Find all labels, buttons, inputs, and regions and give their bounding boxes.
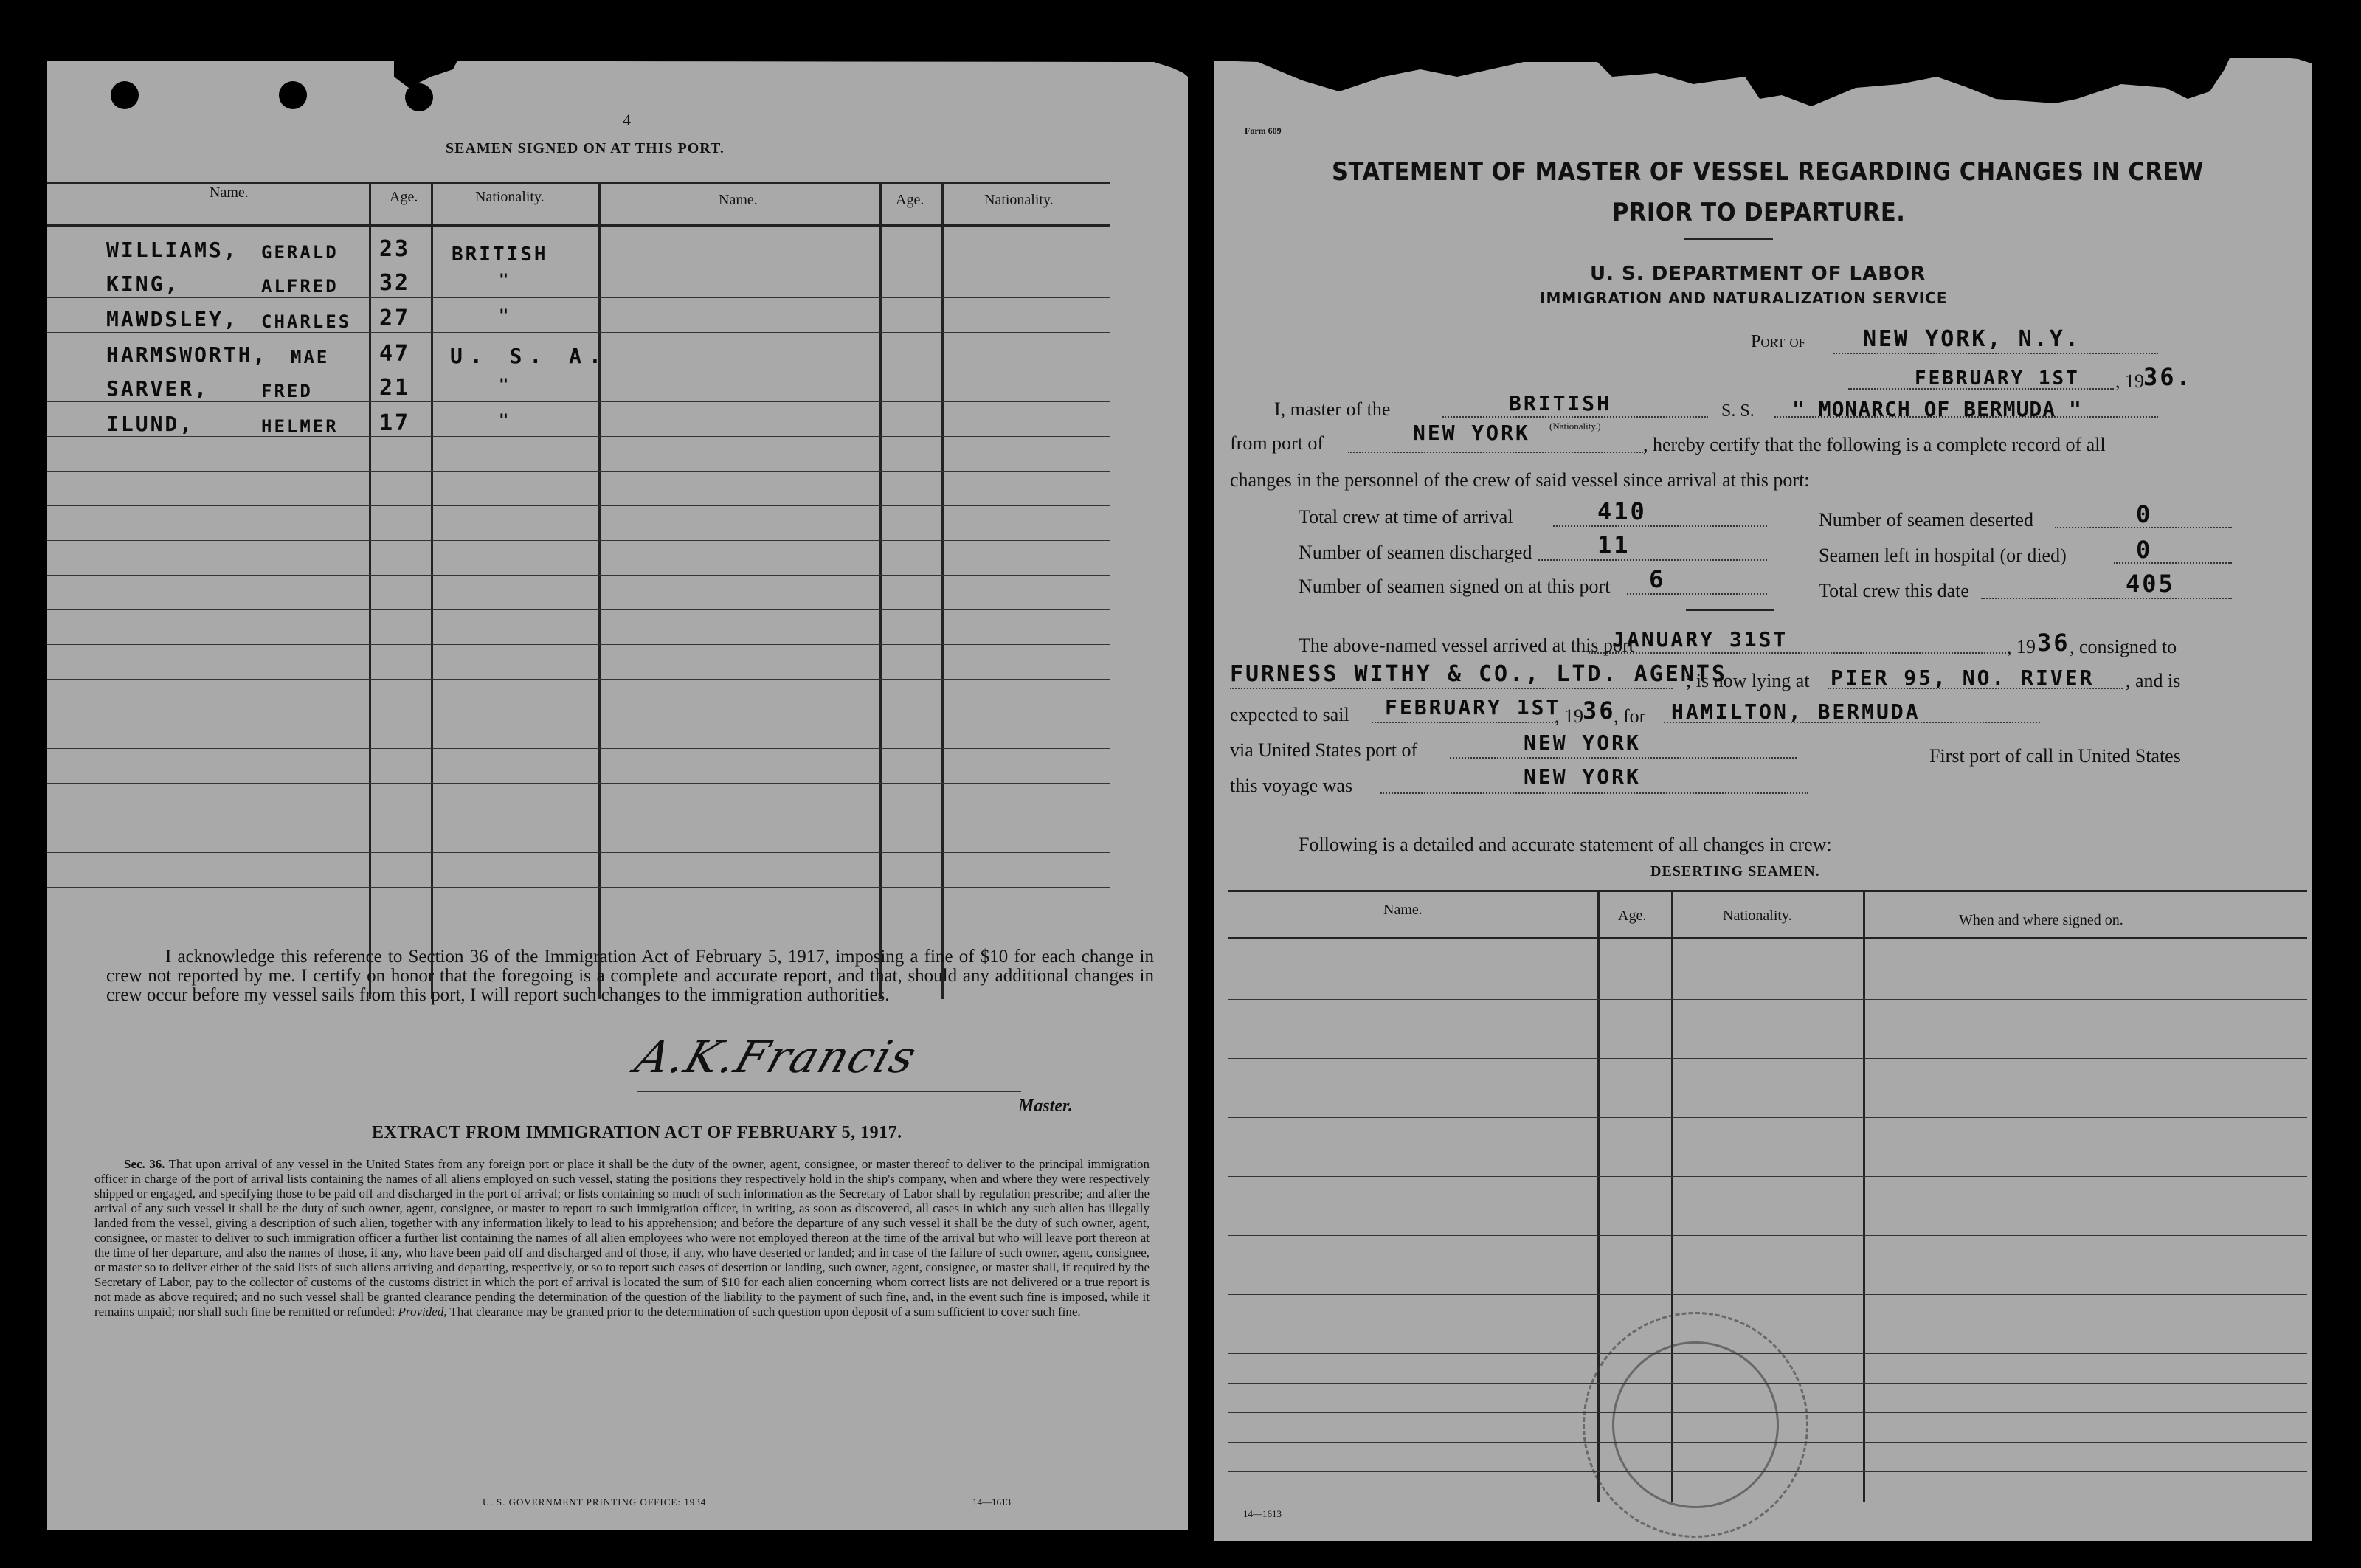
form-label: Form 609 xyxy=(1245,125,1282,136)
age: 21 xyxy=(379,375,411,401)
deserted: 0 xyxy=(2136,500,2153,528)
deserting-title: DESERTING SEAMEN. xyxy=(1650,863,1820,880)
ruled-line xyxy=(47,436,1110,437)
ruled-line xyxy=(47,609,1110,610)
receipt-stamp-inner xyxy=(1612,1341,1779,1508)
master-of-label: I, master of the xyxy=(1274,398,1391,420)
nationality: BRITISH xyxy=(452,244,548,266)
col-age-2: Age. xyxy=(896,192,924,208)
ruled-line xyxy=(1228,1235,2307,1236)
punch-hole xyxy=(279,81,307,109)
age: 32 xyxy=(379,270,411,296)
ruled-line xyxy=(47,852,1110,853)
form-title-line1: STATEMENT OF MASTER OF VESSEL REGARDING CHANGES IN CREW xyxy=(1332,157,2204,187)
torn-edge xyxy=(1214,55,2312,136)
desert-col-age: Age. xyxy=(1618,908,1647,924)
ruled-line xyxy=(1228,1294,2307,1295)
age: 17 xyxy=(379,410,411,436)
following-label: Following is a detailed and accurate statement of all changes in crew: xyxy=(1299,834,1832,855)
surname: WILLIAMS, xyxy=(106,238,238,262)
ruled-line xyxy=(47,748,1110,749)
arrived-label: The above-named vessel arrived at this port xyxy=(1299,635,1634,656)
via-value: NEW YORK xyxy=(1524,731,1641,755)
lying-label: ; is now lying at xyxy=(1686,670,1810,691)
ruled-line xyxy=(47,783,1110,784)
hospital-label: Seamen left in hospital (or died) xyxy=(1819,545,2067,566)
discharged: 11 xyxy=(1597,531,1631,559)
sail-year: 36 xyxy=(1583,697,1616,725)
extract-text: Sec. 36. That upon arrival of any vessel in the United States from any foreign port or place it shall be the duty of the owner, agent, consignee, or master thereof to deliver to the principal immigration officer in charge of the port of arrival lists containing the names of all aliens employed on such vessel, stating the positions they respectively hold in the ship's company, when and where they were respectively shipped or engaged, and specifying those to be paid off and discharged in the port of arrival; or lists containing so much of such information as the Secretary of Labor shall by regulation prescribe; and after the arrival of any such vessel it shall be the duty of such owner, agent, consignee, or master to report to such immigration officer, in writing, as soon as discovered, all cases in which any such alien has illegally landed from the vessel, giving a description of such alien, together with any information likely to lead to his apprehension; and before the departure of any such vessel it shall be the duty of such owner, agent, consignee, or master to deliver to such immigration officer a further list containing the names of all alien employees who were not employed thereon at the time of the arrival but who will leave port thereon at the time of her departure, and also the names of those, if any, who have been paid off and discharged and of those, if any, who have deserted or landed; and in case of the failure of such owner, agent, consignee, or master so to deliver either of the said lists of such aliens arriving and departing, respectively, or so to report such cases of desertion or landing, such owner, agent, consignee, or master shall, if required by the Secretary of Labor, pay to the collector of customs of the customs district in which the port of arrival is located the sum of $10 for each alien concerning whom correct lists are not delivered or a true report is not made as above required; and no such vessel shall be granted clearance pending the determination of the question of the liability to the payment of such fine, and, in the event such fine is imposed, while it remains unpaid; nor shall such fine be remitted or refunded: Provided, That clearance may be granted prior to the determination of such question upon deposit of a sum sufficient to cover such fine. xyxy=(94,1157,1150,1319)
surname: HARMSWORTH, xyxy=(106,342,268,367)
ruled-line xyxy=(47,505,1110,506)
port-label: Port of xyxy=(1751,332,1806,351)
left-page xyxy=(47,58,1188,1530)
ss-label: S. S. xyxy=(1721,401,1755,421)
certify-text: , hereby certify that the following is a complete record of all xyxy=(1643,434,2106,455)
nationality: " xyxy=(499,272,511,290)
right-page xyxy=(1214,58,2312,1541)
form-code: 14—1613 xyxy=(1243,1508,1282,1519)
arrived-year: 36 xyxy=(2037,629,2070,657)
ruled-line xyxy=(47,679,1110,680)
lying-value: PIER 95, NO. RIVER xyxy=(1831,666,2095,690)
sail-value: FEBRUARY 1ST xyxy=(1385,695,1561,719)
first-port-label: First port of call in United States xyxy=(1929,745,2181,767)
total-arrival: 410 xyxy=(1597,497,1647,525)
nationality: " xyxy=(499,307,511,325)
punch-hole xyxy=(405,83,433,111)
given-name: ALFRED xyxy=(261,276,339,297)
surname: SARVER, xyxy=(106,376,210,401)
ruled-line xyxy=(47,471,1110,472)
nationality: U. S. A. xyxy=(450,344,609,368)
date-year: 36. xyxy=(2143,363,2193,391)
col-nationality-2: Nationality. xyxy=(984,192,1054,208)
total-date-label: Total crew this date xyxy=(1819,580,1969,601)
ruled-line xyxy=(47,297,1110,298)
given-name: HELMER xyxy=(261,416,339,437)
voyage-value: NEW YORK xyxy=(1524,764,1641,789)
nationality-caption: (Nationality.) xyxy=(1549,421,1601,432)
ship-name: " MONARCH OF BERMUDA " xyxy=(1792,397,2082,421)
section-title: SEAMEN SIGNED ON AT THIS PORT. xyxy=(446,140,725,156)
acknowledgement-text: I acknowledge this reference to Section 36 of the Immigration Act of February 5, 1917, imposing a fine of $10 for each change in crew not reported by me. I certify on honor that the foregoing is a complete and accurate report, and that, should any additional changes in crew occur before my vessel sails from this port, I will report such changes to the immigration authorities. xyxy=(106,947,1154,1005)
consigned-label: , consigned to xyxy=(2070,636,2177,657)
agent-value: FURNESS WITHY & CO., LTD. AGENTS xyxy=(1230,661,1727,687)
given-name: GERALD xyxy=(261,242,339,263)
age: 27 xyxy=(379,305,411,331)
ruled-line xyxy=(1228,1117,2307,1118)
nationality: " xyxy=(499,412,511,430)
age: 47 xyxy=(379,341,411,367)
discharged-label: Number of seamen discharged xyxy=(1299,542,1532,563)
page-number: 4 xyxy=(623,111,631,129)
port-value: NEW YORK, N.Y. xyxy=(1863,326,2081,352)
arrived-value: JANUARY 31ST xyxy=(1612,627,1788,652)
department: U. S. DEPARTMENT OF LABOR xyxy=(1590,263,1926,285)
col-age: Age. xyxy=(390,189,418,205)
ruled-line xyxy=(1228,1176,2307,1177)
age: 23 xyxy=(379,236,411,262)
total-date: 405 xyxy=(2126,570,2175,598)
ruled-line xyxy=(47,401,1110,402)
given-name: FRED xyxy=(261,381,313,401)
surname: KING, xyxy=(106,272,180,296)
printer-note: U. S. GOVERNMENT PRINTING OFFICE: 1934 xyxy=(483,1496,707,1507)
voyage-label: this voyage was xyxy=(1230,775,1353,796)
and-is: , and is xyxy=(2126,670,2181,691)
master-label: Master. xyxy=(1018,1096,1074,1116)
sail-year-prefix: , 19 xyxy=(1555,705,1583,727)
col-name-2: Name. xyxy=(719,192,758,208)
ruled-line xyxy=(1228,999,2307,1000)
service: IMMIGRATION AND NATURALIZATION SERVICE xyxy=(1540,289,1948,307)
given-name: MAE xyxy=(291,347,330,367)
expected-label: expected to sail xyxy=(1230,704,1349,725)
col-name: Name. xyxy=(210,184,249,201)
ruled-line xyxy=(47,332,1110,333)
form-title-line2: PRIOR TO DEPARTURE. xyxy=(1612,198,1906,227)
via-label: via United States port of xyxy=(1230,739,1418,761)
signed-on: 6 xyxy=(1649,565,1666,593)
total-arrival-label: Total crew at time of arrival xyxy=(1299,506,1513,528)
for-label: , for xyxy=(1614,705,1646,727)
form-code: 14—1613 xyxy=(972,1496,1011,1507)
ruled-line xyxy=(47,540,1110,541)
ruled-line xyxy=(47,575,1110,576)
destination: HAMILTON, BERMUDA xyxy=(1671,700,1921,724)
hospital: 0 xyxy=(2136,536,2153,564)
date-year-prefix: , 19 xyxy=(2115,370,2144,392)
nationality-value: BRITISH xyxy=(1509,391,1612,415)
surname: ILUND, xyxy=(106,412,195,436)
master-signature: A.K.Francis xyxy=(629,1032,924,1083)
col-nationality: Nationality. xyxy=(475,189,545,205)
desert-col-when-where: When and where signed on. xyxy=(1959,912,2123,928)
ruled-line xyxy=(47,644,1110,645)
torn-edge xyxy=(47,55,1188,136)
punch-hole xyxy=(111,81,139,109)
nationality: " xyxy=(499,376,511,395)
deserted-label: Number of seamen deserted xyxy=(1819,509,2033,531)
desert-col-nationality: Nationality. xyxy=(1723,908,1792,924)
from-port-label: from port of xyxy=(1230,432,1324,454)
date-value: FEBRUARY 1ST xyxy=(1915,367,2080,390)
surname: MAWDSLEY, xyxy=(106,307,238,331)
signed-on-label: Number of seamen signed on at this port xyxy=(1299,576,1611,597)
ruled-line xyxy=(47,887,1110,888)
arrived-year-prefix: , 19 xyxy=(2007,636,2036,657)
extract-title: EXTRACT FROM IMMIGRATION ACT OF FEBRUARY 5, 1917. xyxy=(372,1123,902,1142)
ruled-line xyxy=(1228,1058,2307,1059)
desert-col-name: Name. xyxy=(1383,902,1423,918)
from-port-value: NEW YORK xyxy=(1413,421,1530,445)
given-name: CHARLES xyxy=(261,311,352,332)
changes-text: changes in the personnel of the crew of said vessel since arrival at this port: xyxy=(1230,469,1810,491)
